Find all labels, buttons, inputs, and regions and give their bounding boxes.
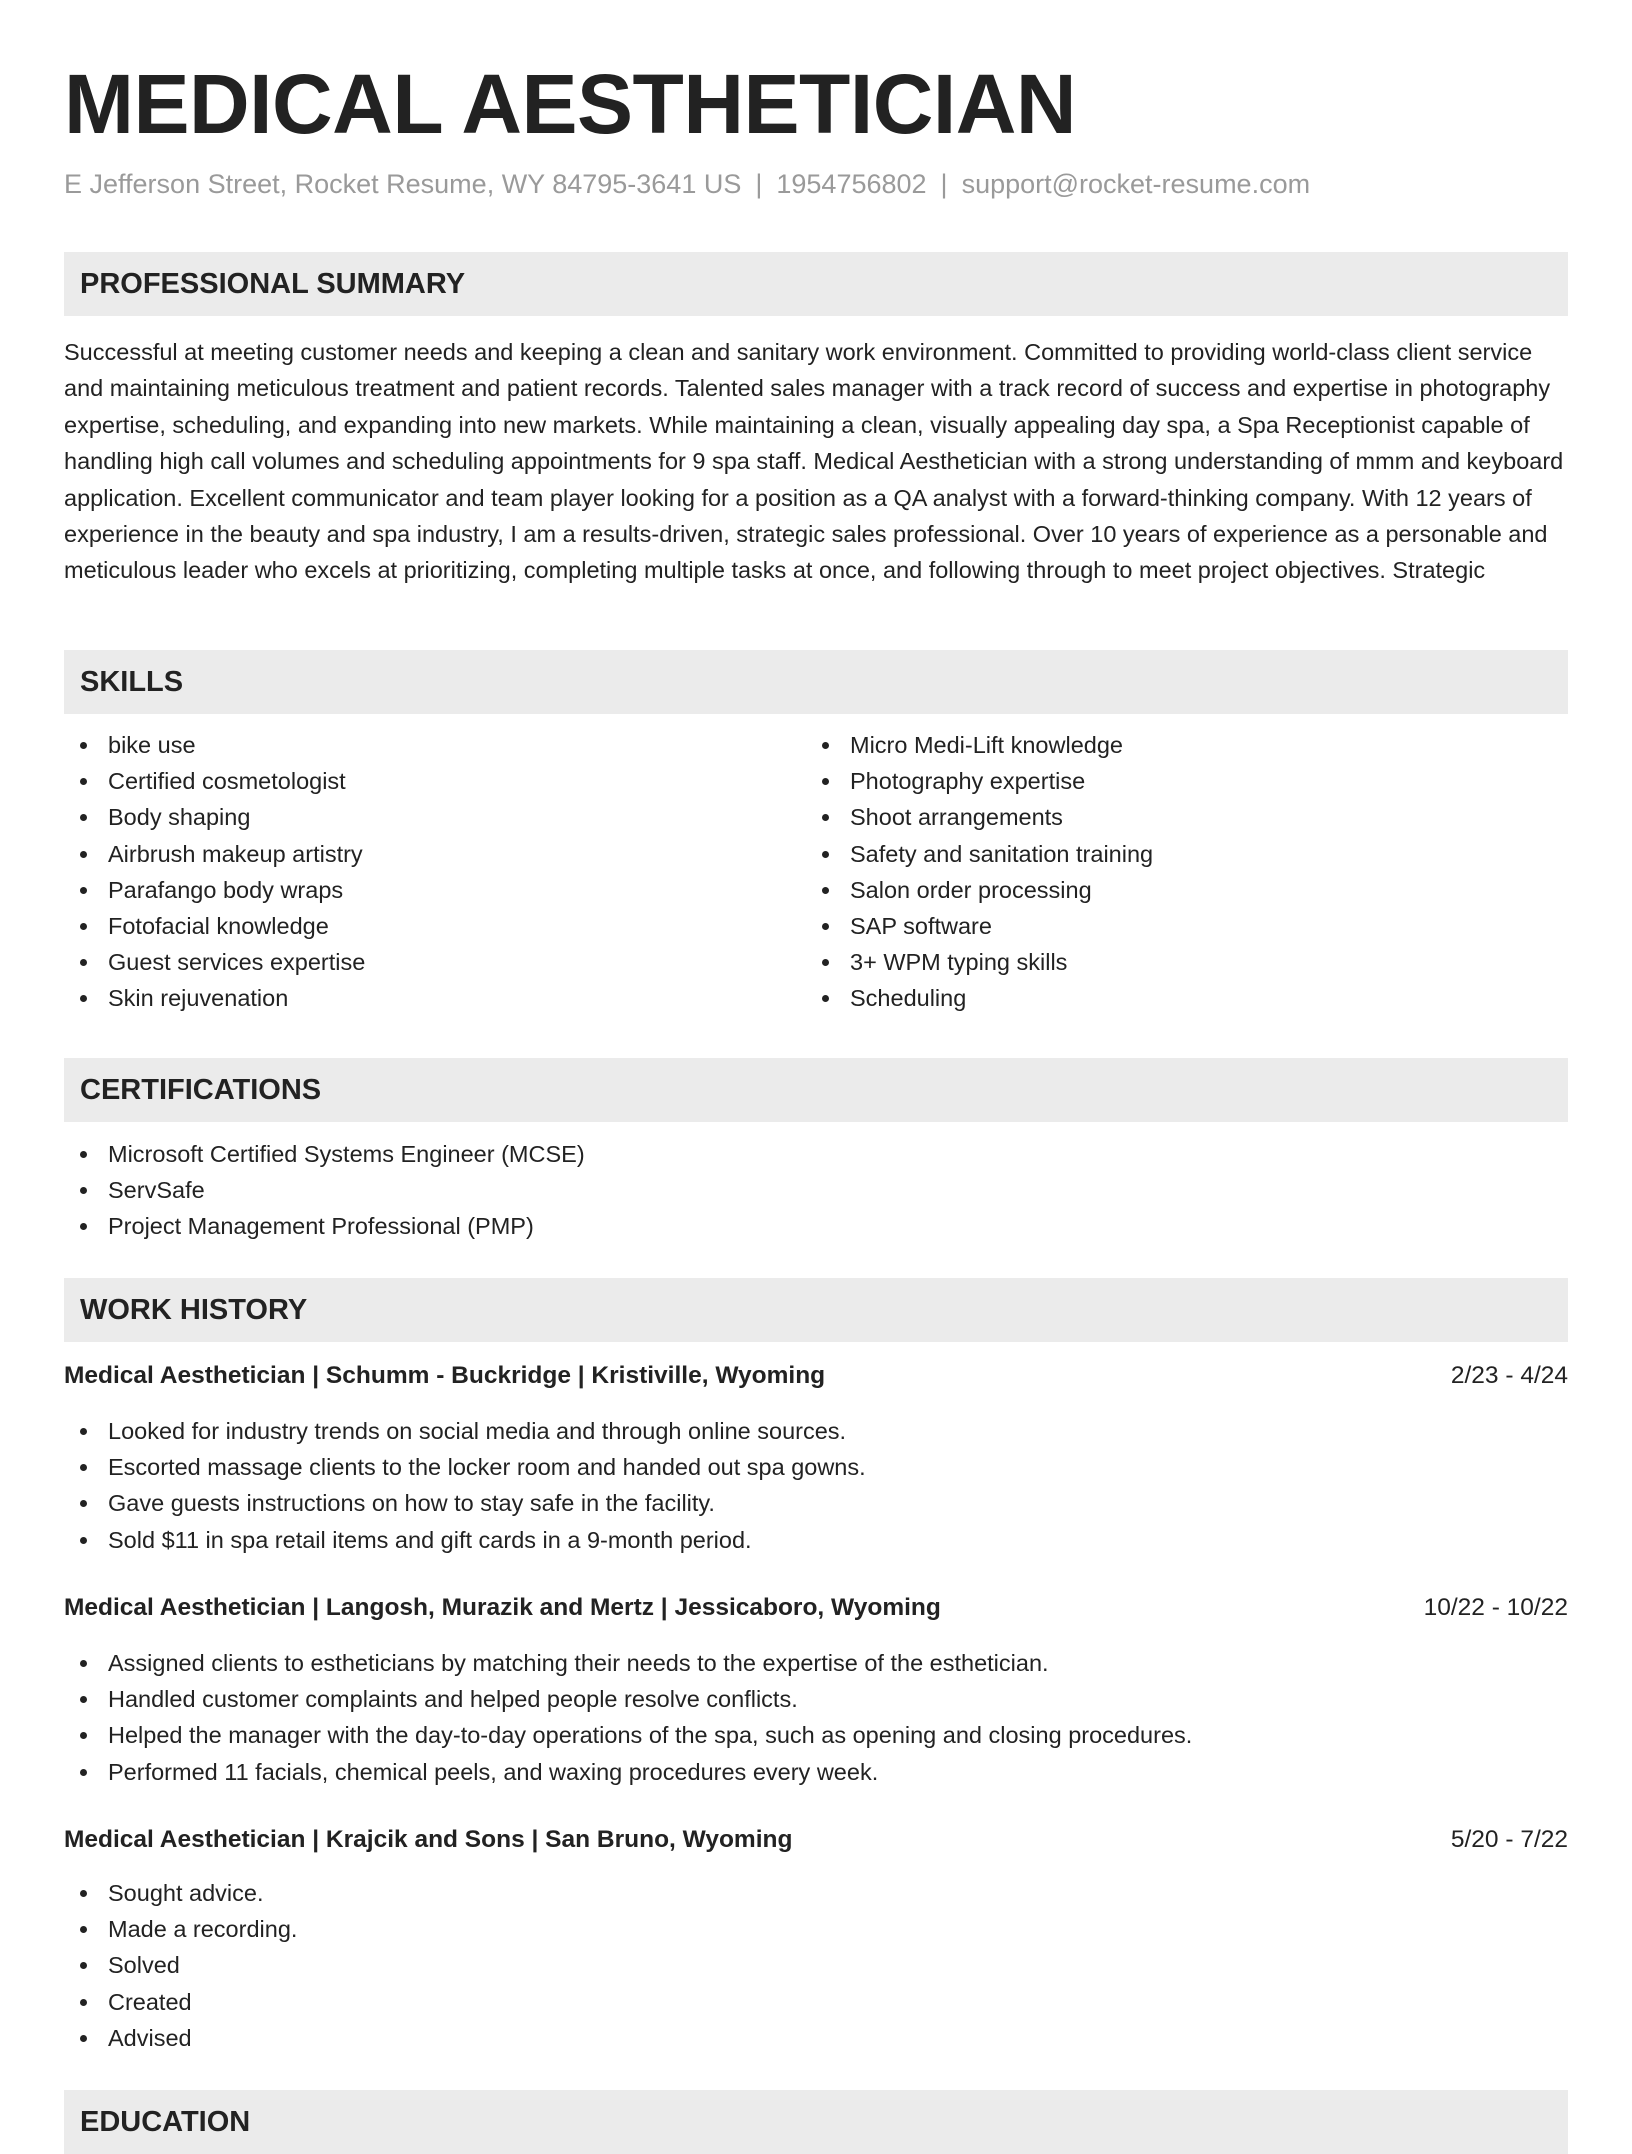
resume-name: MEDICAL AESTHETICIAN: [64, 57, 1077, 151]
section-header-education: EDUCATION: [64, 2090, 1568, 2154]
contact-separator: |: [755, 169, 763, 199]
skills-list-right: [806, 727, 1526, 1017]
skill-item: Scheduling: [806, 980, 1526, 1016]
skill-item: bike use: [64, 727, 784, 763]
job-dates: 10/22 - 10/22: [1423, 1594, 1568, 1621]
job-bullet: Gave guests instructions on how to stay safe in the facility.: [64, 1485, 1568, 1521]
job-bullets: [64, 1875, 1568, 2056]
job-bullet: Assigned clients to estheticians by matching their needs to the expertise of the esthetician.: [64, 1645, 1568, 1681]
job-bullet: Solved: [64, 1947, 1568, 1983]
job-bullets: [64, 1413, 1568, 1558]
certification-item: Microsoft Certified Systems Engineer (MCSE): [64, 1136, 1568, 1172]
certifications-list: [64, 1136, 1568, 1245]
job-title: Medical Aesthetician | Krajcik and Sons | San Bruno, Wyoming: [64, 1826, 793, 1853]
skills-list-left: [64, 727, 784, 1017]
section-header-certifications: CERTIFICATIONS: [64, 1058, 1568, 1122]
job-bullet: Sold $11 in spa retail items and gift cards in a 9-month period.: [64, 1522, 1568, 1558]
skill-item: Skin rejuvenation: [64, 980, 784, 1016]
contact-email[interactable]: support@rocket-resume.com: [961, 169, 1311, 199]
skill-item: Parafango body wraps: [64, 872, 784, 908]
contact-separator: |: [940, 169, 948, 199]
job-dates: 2/23 - 4/24: [1450, 1362, 1568, 1389]
job-bullet: Handled customer complaints and helped people resolve conflicts.: [64, 1681, 1568, 1717]
section-header-work-history: WORK HISTORY: [64, 1278, 1568, 1342]
skill-item: Micro Medi-Lift knowledge: [806, 727, 1526, 763]
skill-item: Shoot arrangements: [806, 799, 1526, 835]
job-bullet: Helped the manager with the day-to-day operations of the spa, such as opening and closing procedures.: [64, 1717, 1568, 1753]
section-header-skills: SKILLS: [64, 650, 1568, 714]
skill-item: Certified cosmetologist: [64, 763, 784, 799]
skill-item: Safety and sanitation training: [806, 836, 1526, 872]
contact-address: E Jefferson Street, Rocket Resume, WY 84795-3641 US: [64, 169, 742, 199]
skill-item: Body shaping: [64, 799, 784, 835]
section-header-summary: PROFESSIONAL SUMMARY: [64, 252, 1568, 316]
certification-item: ServSafe: [64, 1172, 1568, 1208]
job-title: Medical Aesthetician | Langosh, Murazik and Mertz | Jessicaboro, Wyoming: [64, 1594, 941, 1621]
contact-phone: 1954756802: [776, 169, 927, 199]
skill-item: Photography expertise: [806, 763, 1526, 799]
skill-item: Salon order processing: [806, 872, 1526, 908]
skill-item: Guest services expertise: [64, 944, 784, 980]
job-bullet: Performed 11 facials, chemical peels, and waxing procedures every week.: [64, 1754, 1568, 1790]
summary-text: Successful at meeting customer needs and keeping a clean and sanitary work environment. Committed to providing world-class client service and maintaining meticulous treatment and patient records. Talented sales manager with a track record of success and expertise in photography expertise, scheduling, and expanding into new markets. While maintaining a clean, visually appealing day spa, a Spa Receptionist capable of handling high call volumes and scheduling appointments for 9 spa staff. Medical Aesthetician with a strong understanding of mmm and keyboard application. Excellent communicator and team player looking for a position as a QA analyst with a forward-thinking company. With 12 years of experience in the beauty and spa industry, I am a results-driven, strategic sales professional. Over 10 years of experience as a personable and meticulous leader who excels at prioritizing, completing multiple tasks at once, and following through to meet project objectives. Strategic: [64, 339, 1564, 584]
job-bullet: Advised: [64, 2020, 1568, 2056]
job-dates: 5/20 - 7/22: [1450, 1826, 1568, 1853]
job-title: Medical Aesthetician | Schumm - Buckridge | Kristiville, Wyoming: [64, 1362, 826, 1389]
skill-item: Airbrush makeup artistry: [64, 836, 784, 872]
skill-item: 3+ WPM typing skills: [806, 944, 1526, 980]
job-bullets: [64, 1645, 1568, 1790]
job-bullet: Created: [64, 1984, 1568, 2020]
job-bullet: Sought advice.: [64, 1875, 1568, 1911]
job-bullet: Made a recording.: [64, 1911, 1568, 1947]
contact-line: [64, 166, 1310, 202]
job-bullet: Escorted massage clients to the locker room and handed out spa gowns.: [64, 1449, 1568, 1485]
job-bullet: Looked for industry trends on social media and through online sources.: [64, 1413, 1568, 1449]
skill-item: Fotofacial knowledge: [64, 908, 784, 944]
skill-item: SAP software: [806, 908, 1526, 944]
certification-item: Project Management Professional (PMP): [64, 1208, 1568, 1244]
